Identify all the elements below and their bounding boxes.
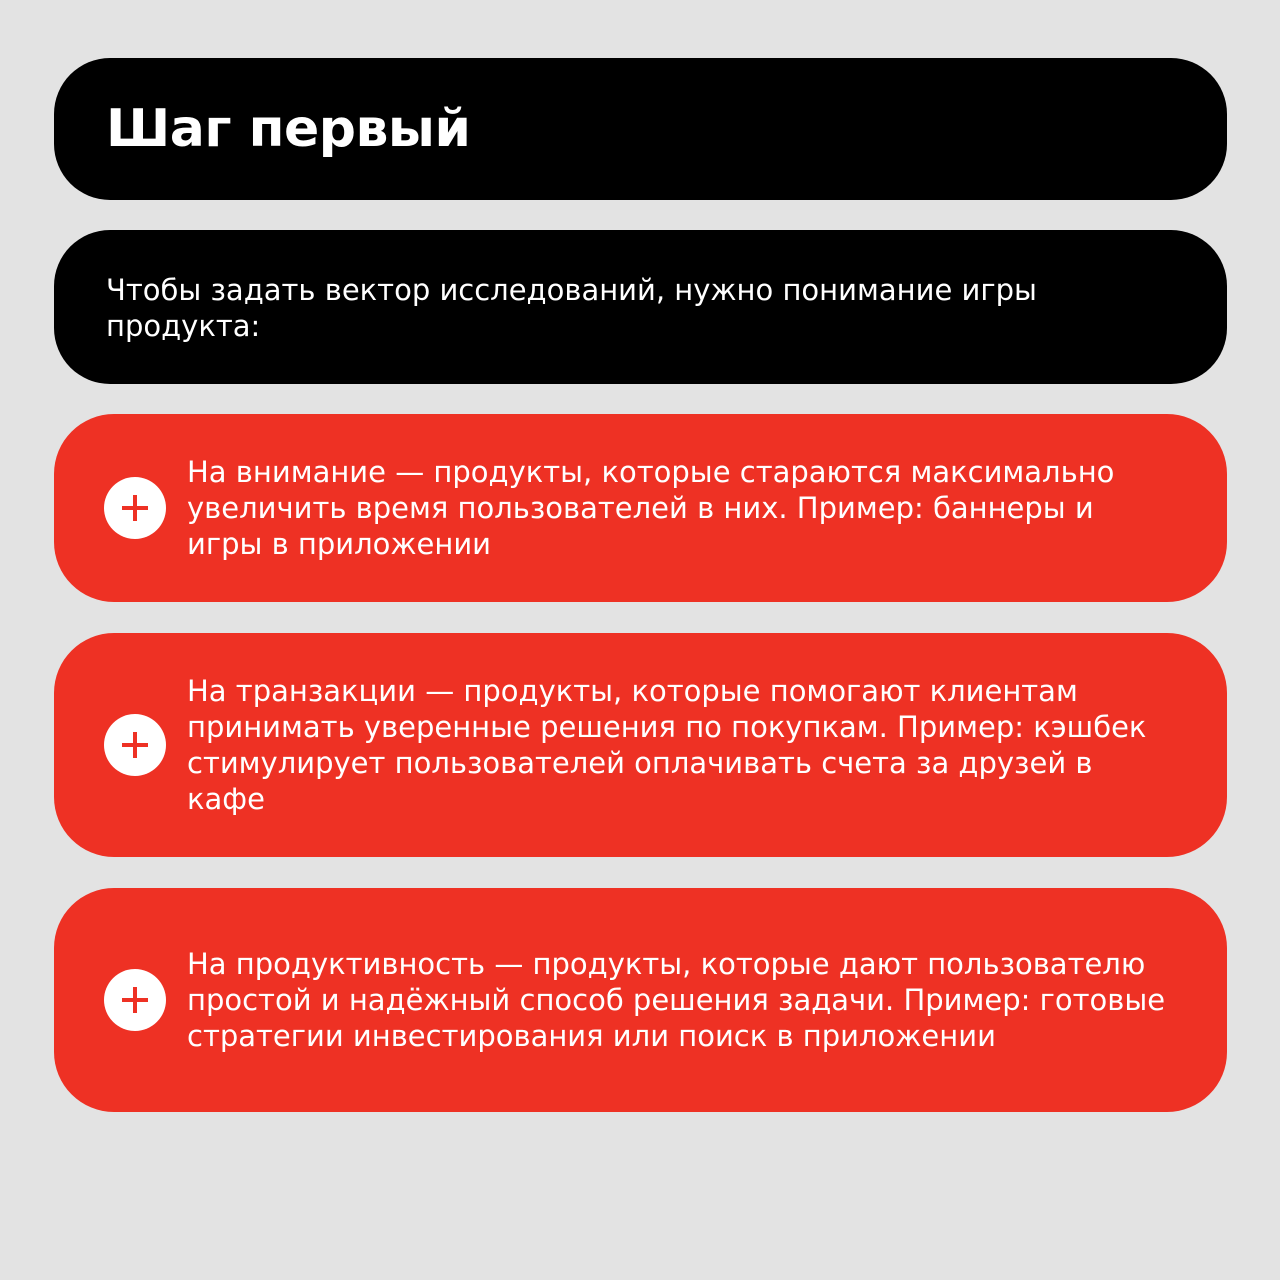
intro-card [54,230,1227,384]
list-item-text: На продуктивность — продукты, которые дают пользователю простой и надёжный способ решения задачи. Пример: готовые стратегии инвестирования или поиск в приложении [187,947,1166,1053]
plus-icon [104,969,166,1031]
list-item [54,888,1227,1112]
title-card [54,58,1227,200]
intro-text: Чтобы задать вектор исследований, нужно понимание игры продукта: [106,273,1037,343]
list-item [54,414,1227,602]
list-item-text: На внимание — продукты, которые стараются максимально увеличить время пользователей в них. Пример: баннеры и игры в приложении [187,455,1115,561]
list-item-text: На транзакции — продукты, которые помогают клиентам принимать уверенные решения по покупкам. Пример: кэшбек стимулирует пользователей оплачивать счета за друзей в кафе [187,674,1147,816]
plus-icon [104,477,166,539]
plus-icon [104,714,166,776]
page-title: Шаг первый [106,99,471,159]
list-item [54,633,1227,857]
